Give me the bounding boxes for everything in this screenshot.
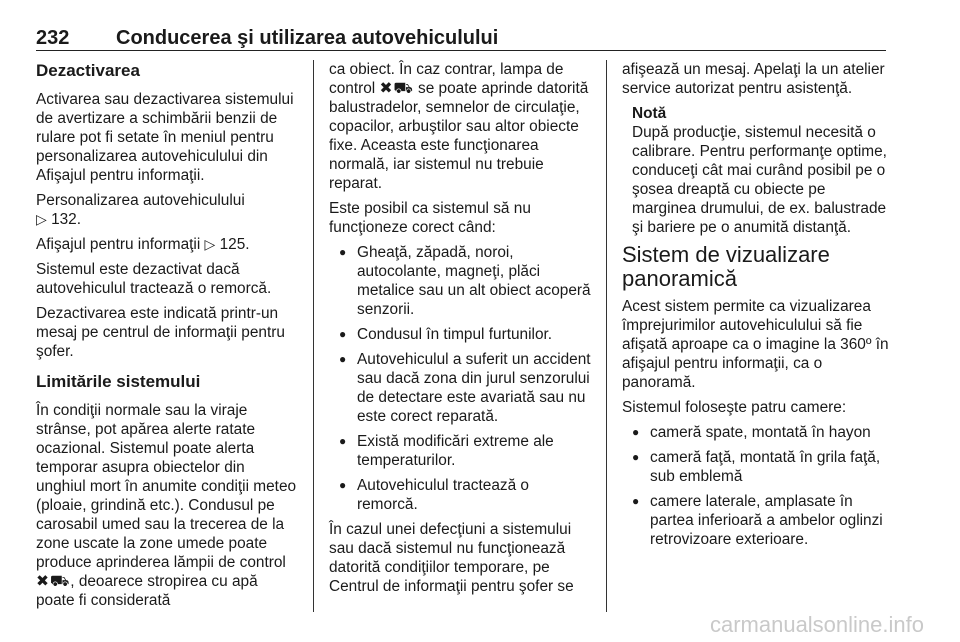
paragraph: Dezactivarea este indicată printr-un mesaj pe centrul de informaţii pentru şofer. [36, 305, 285, 360]
list-item: ● Gheaţă, zăpadă, noroi, autocolante, magneţi, plăci metalice sau un alt obiect acoperă senzorii. [329, 243, 593, 319]
list-item: ● Autovehiculul tractează o remorcă. [329, 476, 593, 514]
list-item: ● Există modificări extreme ale temperaturilor. [329, 432, 593, 470]
column-divider-1 [313, 60, 314, 612]
list-item: ● cameră spate, montată în hayon [622, 423, 892, 442]
blind-spot-warning-icon: ✖⛟ [379, 80, 414, 97]
list-item: ● Autovehiculul a suferit un accident sau dacă zona din jurul senzorului de detectare este avariată sau nu este corect reparată. [329, 350, 593, 426]
list-item: ● Condusul în timpul furtunilor. [329, 325, 593, 344]
note-title: Notă [632, 105, 667, 122]
section-heading-panoramic: Sistem de vizualizare panoramică [622, 242, 830, 291]
paragraph: Acest sistem permite ca vizualizarea împrejurimilor autovehiculului să fie afişată aproape ca o imagine la 360º în afişajul pentru informaţii, ca o panoramă. [622, 298, 889, 391]
watermark: carmanualsonline.info [709, 612, 924, 637]
chapter-title: Conducerea şi utilizarea autovehiculului [116, 27, 499, 49]
section-heading-limitations: Limitările sistemului [36, 372, 201, 391]
paragraph-reference: Personalizarea autovehiculului ▷ 132. [36, 192, 245, 228]
note-box [622, 104, 892, 237]
page-reference-link[interactable]: 125. [219, 236, 250, 253]
paragraph: Sistemul este dezactivat dacă autovehiculul tractează o remorcă. [36, 261, 272, 297]
paragraph-reference: Afişajul pentru informaţii ▷ 125. [36, 236, 250, 253]
triangle-right-icon: ▷ [36, 211, 47, 227]
column-3 [622, 60, 892, 555]
page-reference-link[interactable]: 132. [51, 211, 82, 228]
column-2 [329, 60, 593, 602]
bullet-list [329, 243, 593, 514]
paragraph: afişează un mesaj. Apelaţi la un atelier service autorizat pentru asistenţă. [622, 61, 885, 97]
paragraph: Sistemul foloseşte patru camere: [622, 399, 847, 416]
page-number: 232 [36, 27, 70, 49]
paragraph: În condiţii normale sau la viraje strânse, pot apărea alerte ratate ocazional. Sistemul poate alerta temporar asupra obiectelor din unghiul mort în anumite condiţii meteo (ploaie, grindină etc.). Condusul pe carosabil umed sau la trecerea de la zone uscate la zone umede poate produce aprinderea lămpii de control ✖⛟, deoarece stropirea cu apă poate fi considerată [36, 402, 297, 609]
column-1 [36, 60, 298, 616]
page-header [36, 14, 886, 51]
column-divider-2 [606, 60, 607, 612]
paragraph: ca obiect. În caz contrar, lampa de control ✖⛟ se poate aprinde datorită balustradelor, semnelor de circulaţie, copacilor, arbuştilor sau altor obiecte fixe. Aceasta este funcţionarea normală, iar sistemul nu trebuie reparat. [329, 61, 589, 192]
note-text: După producţie, sistemul necesită o calibrare. Pentru performanţe optime, conduceţi cât mai curând posibil pe o şosea dreaptă cu obiecte pe marginea drumului, de ex. balustrade şi bariere pe o anumită distanţă. [632, 124, 887, 236]
paragraph: În cazul unei defecţiuni a sistemului sau dacă sistemul nu funcţionează datorită condiţiilor temporare, pe Centrul de informaţii pentru şofer se [329, 521, 574, 595]
section-heading-deactivation: Dezactivarea [36, 61, 140, 80]
bullet-list [622, 423, 892, 549]
paragraph: Activarea sau dezactivarea sistemului de avertizare a schimbării benzii de rulare pot fi setate în meniul pentru personalizarea autovehiculului din Afişajul pentru informaţii. [36, 91, 294, 184]
triangle-right-icon: ▷ [204, 236, 216, 252]
paragraph: Este posibil ca sistemul să nu funcţioneze corect când: [329, 200, 531, 236]
blind-spot-warning-icon: ✖⛟ [36, 573, 71, 590]
list-item: ● cameră faţă, montată în grila faţă, sub emblemă [622, 448, 892, 486]
list-item: ● camere laterale, amplasate în partea inferioară a ambelor oglinzi retrovizoare exterioare. [622, 492, 892, 549]
